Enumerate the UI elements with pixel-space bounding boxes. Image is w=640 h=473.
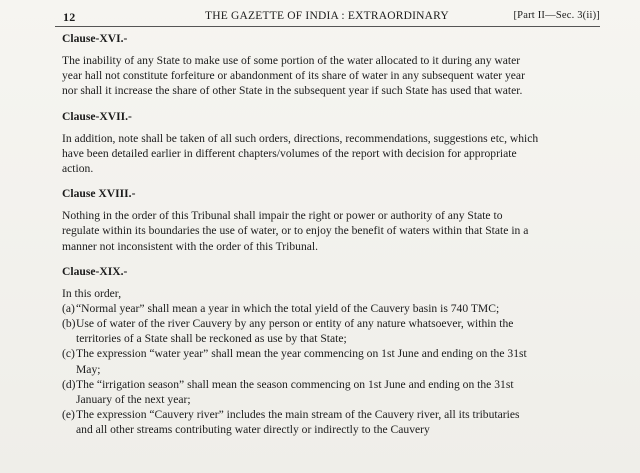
item-label: (e): [62, 408, 75, 422]
text-line: have been detailed earlier in different chapters/volumes of the report with decision for appropriate: [62, 146, 517, 160]
text-line: manner not inconsistent with the order of this Tribunal.: [62, 239, 319, 253]
text-line: territories of a State shall be reckoned as use by that State;: [76, 332, 347, 346]
text-line: regulate within its boundaries the use of water, or to enjoy the benefit of waters within that State in a: [62, 224, 529, 238]
clause-18-text: [62, 208, 582, 254]
item-label: (a): [62, 301, 75, 315]
definition-item-a: [62, 301, 582, 316]
item-label: (b): [62, 317, 76, 331]
clause-16-text: [62, 53, 582, 99]
text-line: May;: [76, 362, 101, 376]
text-line: In addition, note shall be taken of all such orders, directions, recommendations, suggestions etc, which: [62, 131, 539, 145]
definition-item-e: [62, 407, 582, 437]
text-line: “Normal year” shall mean a year in which the total yield of the Cauvery basin is 740 TMC;: [76, 301, 500, 315]
text-line: Use of water of the river Cauvery by any person or entity of any nature whatsoever, within the: [76, 317, 514, 331]
clause-18-heading: Clause XVIII.-: [62, 187, 136, 201]
text-line: nor shall it increase the share of other State in the subsequent year if such State has used that water.: [62, 84, 523, 98]
text-line: The “irrigation season” shall mean the season commencing on 1st June and ending on the 31st: [76, 377, 514, 391]
gazette-title: THE GAZETTE OF INDIA : EXTRAORDINARY: [205, 10, 449, 22]
definition-item-d: [62, 377, 582, 407]
text-line: January of the next year;: [76, 393, 191, 406]
page-number: 12: [63, 10, 76, 24]
part-section-label: [Part II—Sec. 3(ii)]: [513, 10, 600, 21]
header-rule: [55, 26, 600, 27]
clause-17-heading: Clause-XVII.-: [62, 109, 132, 123]
clause-17-text: [62, 131, 582, 177]
text-line: and all other streams contributing water directly or indirectly to the Cauvery: [76, 423, 430, 437]
text-line: action.: [62, 161, 94, 175]
clause-19-intro: In this order,: [62, 286, 122, 300]
text-line: year hall not constitute forfeiture or abandonment of its share of water in any subsequent water year: [62, 69, 525, 83]
text-line: Nothing in the order of this Tribunal shall impair the right or power or authority of any State to: [62, 209, 503, 223]
item-label: (c): [62, 347, 75, 361]
document-body: [62, 30, 582, 438]
item-label: (d): [62, 377, 76, 391]
text-line: The inability of any State to make use of some portion of the water allocated to it during any water: [62, 54, 521, 67]
definition-item-b: [62, 316, 582, 346]
text-line: The expression “Cauvery river” includes the main stream of the Cauvery river, all its tributaries: [76, 408, 520, 422]
page-header: [55, 10, 600, 26]
clause-16-heading: Clause-XVI.-: [62, 32, 128, 45]
clause-19-heading: Clause-XIX.-: [62, 264, 128, 278]
definition-item-c: [62, 346, 582, 376]
text-line: The expression “water year” shall mean the year commencing on 1st June and ending on the 31st: [76, 347, 527, 361]
